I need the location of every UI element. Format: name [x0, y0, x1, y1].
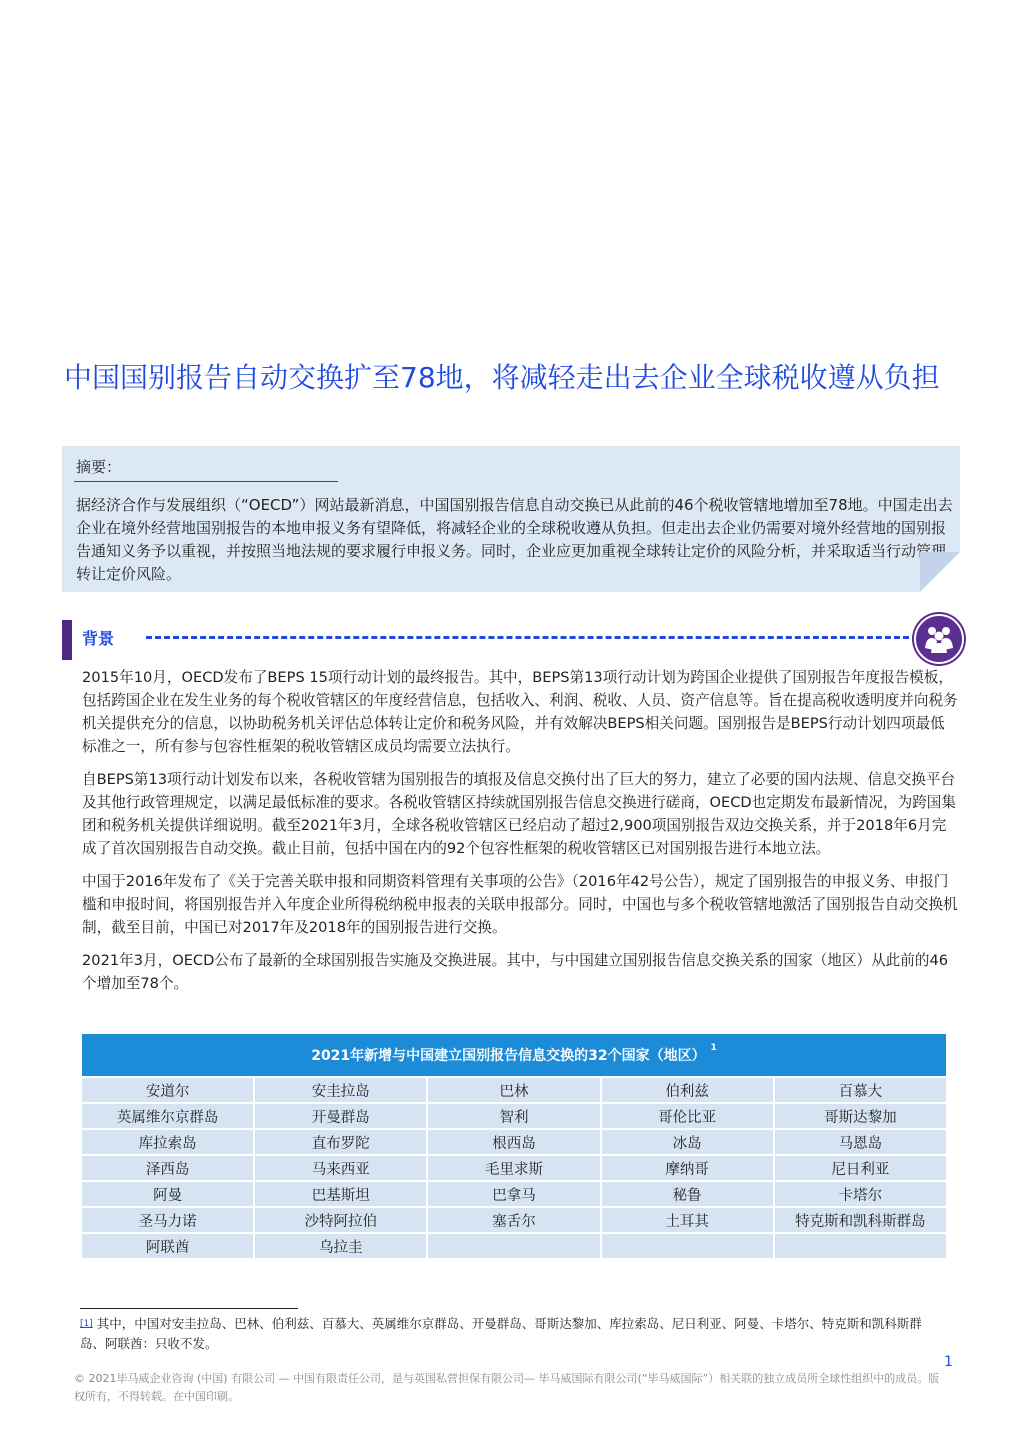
table-cell: 直布罗陀 — [254, 1129, 427, 1155]
table-cell: 马来西亚 — [254, 1155, 427, 1181]
table-cell: 开曼群岛 — [254, 1103, 427, 1129]
table-cell: 巴林 — [427, 1077, 600, 1103]
section-title: 背景 — [82, 629, 115, 648]
abstract-label: 摘要： — [76, 458, 122, 476]
section-dashed-divider — [146, 636, 918, 639]
page-title: 中国国别报告自动交换扩至78地，将减轻走出去企业全球税收遵从负担 — [64, 361, 940, 394]
table-cell: 土耳其 — [601, 1207, 774, 1233]
table-row — [81, 1181, 947, 1207]
table-row — [81, 1155, 947, 1181]
table-cell: 巴基斯坦 — [254, 1181, 427, 1207]
paragraph-3: 中国于2016年发布了《关于完善关联申报和同期资料管理有关事项的公告》（2016年42号公告），规定了国别报告的申报义务、申报门槛和申报时间，将国别报告并入年度企业所得税纳税申报表的关联申报部分。同时，中国也与多个税收管辖地激活了国别报告自动交换机制，截至目前，中国已对2017年及2018年的国别报告进行交换。 — [82, 873, 958, 936]
table-cell: 库拉索岛 — [81, 1129, 254, 1155]
table-cell: 阿曼 — [81, 1181, 254, 1207]
footnote-mark[interactable]: [1] — [80, 1319, 93, 1329]
abstract-box — [62, 446, 960, 592]
table-cell: 尼日利亚 — [774, 1155, 947, 1181]
table-cell — [601, 1233, 774, 1259]
table-cell: 马恩岛 — [774, 1129, 947, 1155]
page-number: 1 — [944, 1354, 953, 1370]
table-cell: 冰岛 — [601, 1129, 774, 1155]
footnote-text: 其中，中国对安圭拉岛、巴林、伯利兹、百慕大、英属维尔京群岛、开曼群岛、哥斯达黎加、库拉索岛、尼日利亚、阿曼、卡塔尔、特克斯和凯科斯群岛、阿联酋：只收不发。 — [80, 1316, 922, 1351]
section-header-background — [62, 618, 962, 660]
table-cell: 秘鲁 — [601, 1181, 774, 1207]
table-cell: 巴拿马 — [427, 1181, 600, 1207]
table-caption-text: 2021年新增与中国建立国别报告信息交换的32个国家（地区） — [311, 1048, 706, 1064]
footnote-reference[interactable]: 1 — [710, 1043, 717, 1053]
table-body — [81, 1077, 947, 1259]
table-cell: 根西岛 — [427, 1129, 600, 1155]
paragraph-2: 自BEPS第13项行动计划发布以来，各税收管辖为国别报告的填报及信息交换付出了巨大的努力，建立了必要的国内法规、信息交换平台及其他行政管理规定，以满足最低标准的要求。各税收管辖区持续就国别报告信息交换进行磋商，OECD也定期发布最新情况，为跨国集团和税务机关提供详细说明。截至2021年3月，全球各税收管辖区已经启动了超过2,900项国别报告双边交换关系，并于2018年6月完成了首次国别报告自动交换。截止目前，包括中国在内的92个包容性框架的税收管辖区已对国别报告进行本地立法。 — [82, 771, 956, 857]
table-cell: 圣马力诺 — [81, 1207, 254, 1233]
table-cell: 沙特阿拉伯 — [254, 1207, 427, 1233]
table-cell — [427, 1233, 600, 1259]
abstract-divider — [74, 481, 338, 482]
table-cell — [774, 1233, 947, 1259]
table-cell: 摩纳哥 — [601, 1155, 774, 1181]
table-row — [81, 1129, 947, 1155]
table-row — [81, 1233, 947, 1259]
table-cell: 阿联酋 — [81, 1233, 254, 1259]
table-cell: 安圭拉岛 — [254, 1077, 427, 1103]
page-fold-decoration — [920, 552, 960, 592]
table-cell: 毛里求斯 — [427, 1155, 600, 1181]
table-cell: 哥斯达黎加 — [774, 1103, 947, 1129]
table-cell: 安道尔 — [81, 1077, 254, 1103]
table-cell: 特克斯和凯科斯群岛 — [774, 1207, 947, 1233]
table-cell: 卡塔尔 — [774, 1181, 947, 1207]
table-row — [81, 1207, 947, 1233]
table-row — [81, 1077, 947, 1103]
table-cell: 哥伦比亚 — [601, 1103, 774, 1129]
table-cell: 乌拉圭 — [254, 1233, 427, 1259]
table-cell: 英属维尔京群岛 — [81, 1103, 254, 1129]
table-cell: 泽西岛 — [81, 1155, 254, 1181]
table-row — [81, 1103, 947, 1129]
country-table — [80, 1032, 948, 1260]
table-cell: 智利 — [427, 1103, 600, 1129]
paragraph-1: 2015年10月，OECD发布了BEPS 15项行动计划的最终报告。其中，BEPS第13项行动计划为跨国企业提供了国别报告年度报告模板，包括跨国企业在发生业务的每个税收管辖区的年度经营信息，包括收入、利润、税收、人员、资产信息等。旨在提高税收透明度并向税务机关提供充分的信息，以协助税务机关评估总体转让定价和税务风险，并有效解决BEPS相关问题。国别报告是BEPS行动计划四项最低标准之一，所有参与包容性框架的税收管辖区成员均需要立法执行。 — [82, 669, 958, 755]
country-table-container — [80, 1032, 948, 1260]
table-cell: 塞舌尔 — [427, 1207, 600, 1233]
copyright-notice: © 2021毕马威企业咨询 (中国) 有限公司 — 中国有限责任公司，是与英国私营担保有限公司— 毕马威国际有限公司(“毕马威国际”）相关联的独立成员所全球性组织中的成员。版权所有，不得转载。在中国印刷。 — [74, 1372, 940, 1403]
table-cell: 伯利兹 — [601, 1077, 774, 1103]
section-accent-bar — [62, 620, 72, 660]
table-caption — [81, 1033, 947, 1077]
body-text — [82, 666, 958, 1005]
table-cell: 百慕大 — [774, 1077, 947, 1103]
paragraph-4: 2021年3月，OECD公布了最新的全球国别报告实施及交换进展。其中，与中国建立国别报告信息交换关系的国家（地区）从此前的46个增加至78个。 — [82, 952, 949, 992]
abstract-text: 据经济合作与发展组织（“OECD”）网站最新消息，中国国别报告信息自动交换已从此前的46个税收管辖地增加至78地。中国走出去企业在境外经营地国别报告的本地申报义务有望降低，将减轻企业的全球税收遵从负担。但走出去企业仍需要对境外经营地的国别报告通知义务予以重视，并按照当地法规的要求履行申报义务。同时，企业应更加重视全球转让定价的风险分析，并采取适当行动管理转让定价风险。 — [76, 496, 953, 583]
footnote-divider — [80, 1308, 298, 1309]
footnote — [80, 1314, 940, 1354]
people-group-icon — [914, 614, 964, 664]
